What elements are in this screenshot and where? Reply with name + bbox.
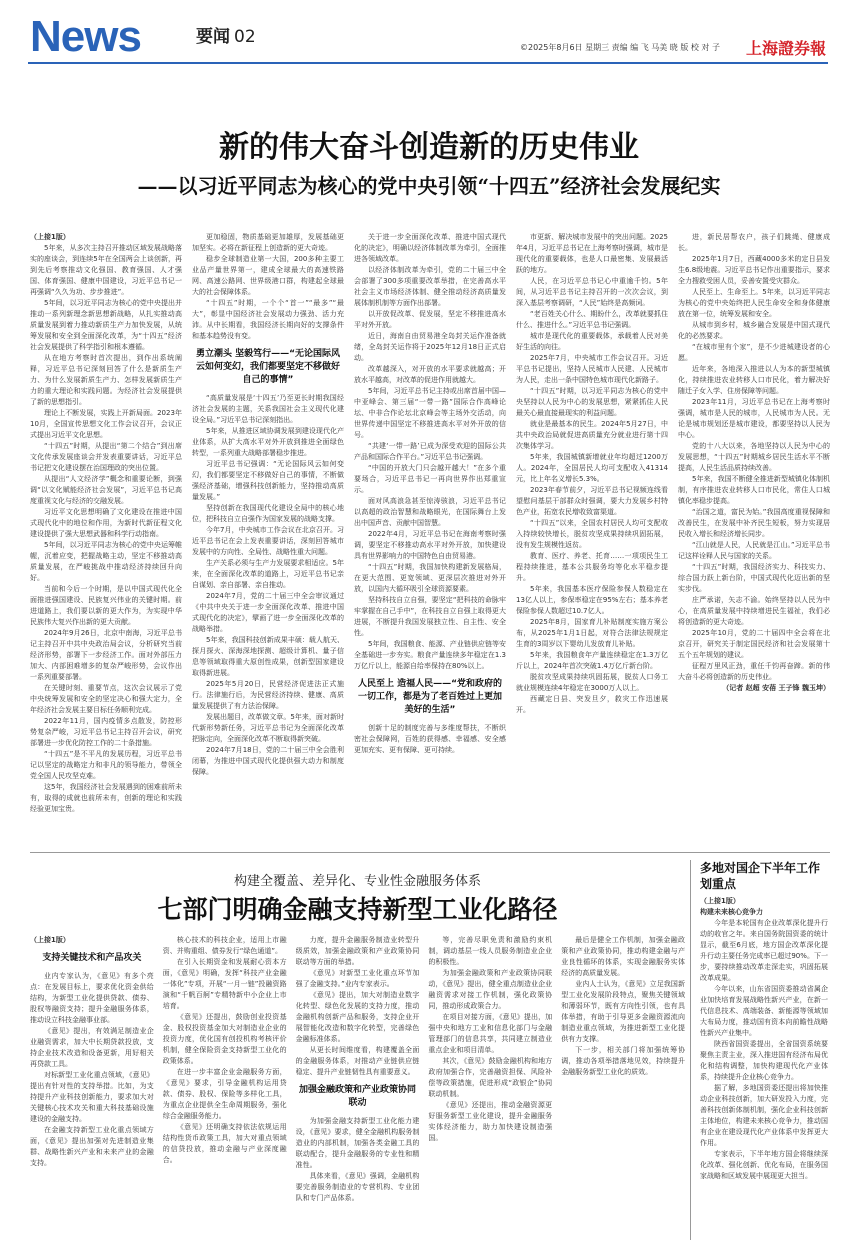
section-subhead: 人民至上 造福人民——“党和政府的一切工作，都是为了老百姓过上更加美好的生活” xyxy=(357,679,503,715)
continuation-tag: （上接1版） xyxy=(30,233,70,241)
paragraph: 从更长时间维度看，构建覆盖全面的金融服务体系，对推动产业链供应链稳定、提升产业链韧性具有重要意义。 xyxy=(295,1046,420,1076)
article-column xyxy=(561,935,685,1243)
paragraph: 教育、医疗、养老、托育……一项项民生工程持续推进，基本公共服务均等化水平稳步提升。 xyxy=(516,552,668,582)
paragraph: “十四五”时期，以习近平同志为核心的党中央坚持以人民为中心的发展思想，紧紧抓住人民最关心最直接最现实的利益问题。 xyxy=(516,387,668,417)
paragraph: 征程万里风正劲，重任千钧再奋蹄。新的伟大奋斗必将创造新的历史伟业。 xyxy=(678,662,830,681)
paragraph: 2022年11月，国内疫情多点散发，防控形势复杂严峻，习近平总书记主持召开会议，研究部署进一步优化防控工作的二十条措施。 xyxy=(30,717,182,747)
paragraph: 从在地方考察时首次提出，到作出系统阐释，习近平总书记深刻回答了什么是新质生产力、为什么发展新质生产力、怎样发展新质生产力的重大理论和实践问题。为经济社会发展提供了新的思想指引。 xyxy=(30,354,182,406)
paragraph: 人民至上、生命至上。5年来，以习近平同志为核心的党中央始终把人民生命安全和身体健康放在第一位，统筹发展和安全。 xyxy=(678,288,830,318)
paragraph: “江山就是人民，人民就是江山。”习近平总书记这样诠释人民与国家的关系。 xyxy=(678,541,830,560)
section-subhead: 支持关键技术和产品攻关 xyxy=(42,953,142,963)
paragraph: “十四五”时期，我国加快构建新发展格局，在更大范围、更宽领域、更深层次推进对外开放，以国内大循环吸引全球资源要素。 xyxy=(354,563,506,593)
paragraph: 从提出“人文经济学”概念和重要论断，到强调“以文化赋能经济社会发展”，习近平总书记高度重视文化与经济的交融发展。 xyxy=(30,475,182,505)
paragraph: “十四五”以来，全国农村居民人均可支配收入持续较快增长，脱贫攻坚成果持续巩固拓展，没有发生规模性返贫。 xyxy=(516,519,668,549)
masthead-rule xyxy=(28,62,828,64)
paragraph: “十四五”时期，一个个“首一”“最多”“最大”，彰显中国经济社会发展动力强劲、活力充沛。从中长期看，我国经济长期向好的支撑条件和基本趋势没有变。 xyxy=(192,299,344,340)
paragraph: 业内专家认为，《意见》有多个亮点：在发展目标上，要求优化资金供给结构，为新型工业化提供贷款、债券、股权等融资支持；提升金融服务体系，推动设立科技金融事业部。 xyxy=(30,972,154,1024)
paragraph: 在进一步丰富企业金融服务方面，《意见》要求，引导金融机构运用贷款、债券、股权、保险等多样化工具，为重点企业提供全生命周期服务，强化综合金融服务能力。 xyxy=(162,1068,287,1120)
paragraph: 5年来，从推进区域协调发展到建设现代化产业体系，从扩大高水平对外开放到推进全面绿色转型，一系列重大战略部署稳步推进。 xyxy=(192,427,344,457)
paragraph: 脱贫攻坚成果持续巩固拓展，脱贫人口务工就业规模连续4年稳定在3000万人以上。 xyxy=(516,673,668,692)
paragraph: 关于进一步全面深化改革、推进中国式现代化的决定》，明确以经济体制改革为牵引，全面推进各领域改革。 xyxy=(354,233,506,263)
paragraph: 为加强金融政策和产业政策协同联动，《意见》提出，健全重点制造业企业融资需求对接工作机制，强化政策协同，推动形成政策合力。 xyxy=(428,969,553,1010)
paragraph: 市更新、解决城市发展中的突出问题。2025年4月，习近平总书记在上海考察时强调，城市是现代化的重要载体，也是人口最密集、发展最活跃的地方。 xyxy=(516,233,668,274)
paragraph: 下一步，相关部门将加强统筹协调，推动各项举措落地见效，持续提升金融服务新型工业化的质效。 xyxy=(561,1046,685,1076)
paragraph: 核心技术的科技企业，适用上市融资、并购重组、债券发行“绿色通道”。 xyxy=(162,936,287,955)
paragraph: 5年来，我国不断健全推进新型城镇化体制机制，有序推进农业转移人口市民化，常住人口城镇化率稳步提高。 xyxy=(678,475,830,505)
paragraph: 今年7月，中央城市工作会议在北京召开。习近平总书记在会上发表重要讲话，深刻回答城市发展中的方向性、全局性、战略性重大问题。 xyxy=(192,526,344,556)
paragraph: 面对风高浪急甚至惊涛骇浪，习近平总书记以高超的政治智慧和战略眼光，在国际舞台上发出中国声音、贡献中国智慧。 xyxy=(354,497,506,527)
article-column xyxy=(516,232,668,844)
page-number: 02 xyxy=(234,27,256,47)
paragraph: 庄严承诺，矢志不渝。始终坚持以人民为中心，在高质量发展中持续增进民生福祉，我们必将创造新的更大奇迹。 xyxy=(678,596,830,626)
article-column xyxy=(354,232,506,844)
paragraph: 城市是现代化的重要载体，承载着人民对美好生活的向往。 xyxy=(516,332,668,351)
article-column xyxy=(428,935,552,1243)
paragraph: 5年间，以习近平同志为核心的党中央提出并推动一系列新理念新思想新战略，从扎实推动高质量发展到着力推动新质生产力加快发展，从统筹发展和安全到全面深化改革，为“十四五”经济社会发展提供了科学指引和根本遵循。 xyxy=(30,299,182,351)
paragraph: 据了解，多地国资委还提出将加快推动企业科技创新，加大研发投入力度，完善科技创新体制机制，强化企业科技创新主体地位，构建未来核心竞争力，推动国有企业在建设现代化产业体系中发挥更大作用。 xyxy=(700,1084,828,1147)
paragraph: 2022年4月，习近平总书记在海南考察时强调，要坚定不移推动高水平对外开放，加快建设具有世界影响力的中国特色自由贸易港。 xyxy=(354,530,506,560)
paragraph: 5年来，我国基本医疗保险参保人数稳定在13亿人以上，参保率稳定在95%左右；基本养老保险参保人数超过10.7亿人。 xyxy=(516,585,668,615)
paragraph: 力度，提升金融服务制造业转型升级质效，加强金融政策和产业政策协同联动等方面的举措。 xyxy=(295,936,420,966)
paragraph: 习近平总书记强调：“无论国际风云如何变幻，我们都要坚定不移做好自己的事情，不断做强经济基础，增强科技创新能力，坚持推动高质量发展。” xyxy=(192,460,344,501)
paragraph: 2025年5月20日，民营经济促进法正式施行。法律施行后，为民营经济持续、健康、高质量发展提供了有力法治保障。 xyxy=(192,680,344,710)
issue-meta: ©2025年8月6日 星期三 责编 编 飞 马美 晓 版 校 对 子 xyxy=(520,43,720,52)
paragraph: 等，完善尽职免责和激励约束机制，调动基层一线人员服务制造业企业的积极性。 xyxy=(428,936,553,966)
paragraph: 从城市到乡村，城乡融合发展是中国式现代化的必然要求。 xyxy=(678,321,830,340)
paragraph: 西藏定日县、突发旦夕，救灾工作迅速展开。 xyxy=(516,695,668,714)
paragraph: 2024年9月26日，北京中南海，习近平总书记主持召开中共中央政治局会议，分析研究当前经济形势，部署下一步经济工作。面对外部压力加大、内部困难增多的复杂严峻形势，会议作出一系列重要部署。 xyxy=(30,629,182,681)
continuation-tag: （上接1版） xyxy=(700,897,740,905)
paragraph: 稳步全球制造业第一大国，200多种主要工业品产量世界第一，建成全球最大的高速铁路网、高速公路网、世界级港口群，构建起全球最大的社会保障体系。 xyxy=(192,255,344,296)
paragraph: 2024年7月，党的二十届三中全会审议通过《中共中央关于进一步全面深化改革、推进中国式现代化的决定》，擘画了进一步全面深化改革的战略举措。 xyxy=(192,592,344,633)
paragraph: 2025年7月，中央城市工作会议召开。习近平总书记提出，坚持人民城市人民建、人民城市为人民，走出一条中国特色城市现代化新路子。 xyxy=(516,354,668,384)
article-column xyxy=(192,232,344,844)
paragraph: 2023年春节前夕，习近平总书记视频连线看望慰问基层干部群众时强调，要大力发展乡村特色产业，拓宽农民增收致富渠道。 xyxy=(516,486,668,516)
section-logo: News xyxy=(30,12,141,61)
paragraph: “在城市里有个家”，是不少进城建设者的心愿。 xyxy=(678,343,830,362)
paragraph: 2025年1月7日，西藏4000多米的定日县发生6.8级地震。习近平总书记作出重要指示，要求全力搜救受困人员，妥善安置受灾群众。 xyxy=(678,255,830,285)
paragraph: 《意见》提出，加大对制造业数字化转型、绿色化发展的支持力度，推动金融机构创新产品和服务，支持企业开展智能化改造和数字化转型，完善绿色金融标准体系。 xyxy=(295,991,420,1043)
paragraph: 《意见》提出，有效满足制造业企业融资需求，加大中长期贷款投放，支持企业技术改造和设备更新，用好相关再贷款工具。 xyxy=(30,1027,154,1068)
paragraph: 以经济体制改革为牵引，党的二十届三中全会部署了300多项重要改革举措，在完善高水平社会主义市场经济体制、健全推动经济高质量发展体制机制等方面作出部署。 xyxy=(354,266,506,307)
paragraph: 5年来，我国科技创新成果丰硕：载人航天、探月探火、深海深地探测、超级计算机、量子信息等领域取得重大原创性成果，创新型国家建设取得新进展。 xyxy=(192,636,344,677)
section-name: 要闻 xyxy=(196,27,230,47)
paper-logo: 上海證券報 xyxy=(746,39,827,58)
paragraph: 这5年，我国经济社会发展遇到的困难前所未有，取得的成就也前所未有，创新的理论和实践经验更加宝贵。 xyxy=(30,783,182,813)
paragraph: 2025年8月，国家育儿补贴制度实施方案公布，从2025年1月1日起，对符合法律法规规定生育的3周岁以下婴幼儿发放育儿补贴。 xyxy=(516,618,668,648)
paragraph: 近年来，各地深入推进以人为本的新型城镇化，持续推进农业转移人口市民化，着力解决好随迁子女入学、住房保障等问题。 xyxy=(678,365,830,395)
paragraph: 生产关系必须与生产力发展要求相适应。5年来，在全面深化改革的道路上，习近平总书记亲自谋划、亲自部署、亲自推动。 xyxy=(192,559,344,589)
paragraph: 《意见》还明确支持依法依规运用结构性货币政策工具，加大对重点领域的信贷投放，推动金融与产业深度融合。 xyxy=(162,1123,287,1164)
paragraph: 在关键时刻、重要节点，这次会议展示了党中央统筹发展和安全的坚定决心和强大定力，全年经济社会发展主要目标任务顺利完成。 xyxy=(30,684,182,714)
paragraph: 在项目对接方面，《意见》提出，加强中央和地方工业和信息化部门与金融管理部门的信息共享，共同建立制造业重点企业和项目清单。 xyxy=(428,1013,553,1054)
paragraph: “治国之道，富民为始。”我国高度重视保障和改善民生，在发展中补齐民生短板，努力实现居民收入增长和经济增长同步。 xyxy=(678,508,830,538)
paragraph: 理论上不断发展，实践上开新局面。2023年10月，全国宣传思想文化工作会议召开，会议正式提出习近平文化思想。 xyxy=(30,409,182,439)
side-article-body xyxy=(700,896,828,1182)
bottom-article-title: 七部门明确金融支持新型工业化路径 xyxy=(157,895,558,924)
section-subhead: 构建未来核心竞争力 xyxy=(700,908,763,916)
bottom-article-kicker: 构建全覆盖、差异化、专业性金融服务体系 xyxy=(233,874,481,889)
paragraph: 业内人士认为，《意见》立足我国新型工业化发展阶段特点，聚焦关键领域和薄弱环节，既有方向性引领，也有具体举措，有助于引导更多金融资源流向制造业重点领域，为推进新型工业化提供有力支撑。 xyxy=(561,980,685,1043)
paragraph: 创新十足的制度完善与多维度帮扶，不断织密社会保障网，百姓的获得感、幸福感、安全感更加充实、更有保障、更可持续。 xyxy=(354,724,506,754)
paragraph: 改革越深入，对开放的水平要求就越高；开放水平越高，对改革的促进作用就越大。 xyxy=(354,365,506,384)
byline: （记者 赵超 安蓓 王子锋 魏玉坤） xyxy=(722,684,830,692)
paragraph: “高质量发展是‘十四五’乃至更长时期我国经济社会发展的主题，关系我国社会主义现代化建设全局。”习近平总书记深刻指出。 xyxy=(192,394,344,424)
paragraph: 人民，在习近平总书记心中重逾千钧。5年间，从习近平总书记主持召开的一次次会议，到深入基层考察调研，“人民”始终是高频词。 xyxy=(516,277,668,307)
paragraph: 专家表示，下半年地方国企将继续深化改革、强化创新、优化布局，在服务国家战略和区域发展中展现更大担当。 xyxy=(700,1150,828,1180)
section-subhead: 勇立潮头 坚毅笃行——“无论国际风云如何变幻，我们都要坚定不移做好自己的事情” xyxy=(195,349,341,385)
paragraph: 今年以来，山东省国资委推动省属企业加快培育发展战略性新兴产业，在新一代信息技术、高端装备、新能源等领域加大布局力度，推动国有资本向前瞻性战略性新兴产业集中。 xyxy=(700,985,828,1037)
side-article xyxy=(700,860,828,1243)
paragraph: 《意见》对新型工业化重点环节加强了金融支持。”业内专家表示。 xyxy=(295,969,420,988)
paragraph: 5年来，我国城镇新增就业年均超过1200万人。2024年，全国居民人均可支配收入41314元，比上年名义增长5.3%。 xyxy=(516,453,668,483)
article-column xyxy=(30,232,182,844)
paragraph: 5年来，我国粮食年产量连续稳定在1.3万亿斤以上，2024年首次突破1.4万亿斤新台阶。 xyxy=(516,651,668,670)
article-column xyxy=(30,935,154,1243)
main-subheadline: ——以习近平同志为核心的党中央引领“十四五”经济社会发展纪实 xyxy=(137,174,721,198)
paragraph: 《意见》还提出，鼓励创业投资基金、股权投资基金加大对制造业企业的投资力度，优化国有创投机构考核评价机制，健全保险资金支持新型工业化的政策体系。 xyxy=(162,1013,287,1065)
paragraph: 以开放促改革、促发展，坚定不移推进高水平对外开放。 xyxy=(354,310,506,329)
paragraph: 陕西省国资委提出，全省国资系统要聚焦主责主业，深入推进国有经济布局优化和结构调整，加快构建现代化产业体系，持续提升企业核心竞争力。 xyxy=(700,1040,828,1081)
main-article xyxy=(30,232,830,844)
paragraph: 坚持创新在我国现代化建设全局中的核心地位，把科技自立自强作为国家发展的战略支撑。 xyxy=(192,504,344,523)
paragraph: 坚持科技自立自强，要坚定“把科技的命脉牢牢掌握在自己手中”，在科技自立自强上取得更大进展，不断提升我国发展独立性、自主性、安全性。 xyxy=(354,596,506,637)
masthead xyxy=(0,0,858,88)
paragraph: 进，新民居帮农户，孩子们跳绳、健康成长。 xyxy=(678,233,830,252)
paragraph: 5年来，从多次主持召开推动区域发展战略落实的座谈会，到连续5年在全国两会上谈创新，再到先后考察推动文化强国、教育强国、人才强国、体育强国、健康中国建设，习近平总书记一再强调“久久为功、步步推进”。 xyxy=(30,244,182,296)
paragraph: “十四五”是不平凡的发展历程，习近平总书记以坚定的战略定力和非凡的领导能力，带领全党全国人民攻坚克难。 xyxy=(30,750,182,780)
column-divider xyxy=(690,860,691,1240)
paragraph: 具体来看，《意见》强调，金融机构要完善服务制造业的专营机构、专业团队和专门产品体系。 xyxy=(295,1172,420,1202)
paragraph: 2023年11月，习近平总书记在上海考察时强调，城市是人民的城市，人民城市为人民。无论是城市规划还是城市建设，都要坚持以人民为中心。 xyxy=(678,398,830,439)
paragraph: 更加稳固，物质基础更加雄厚，发展基础更加坚实。必将在新征程上创造新的更大奇迹。 xyxy=(192,233,344,252)
paragraph: “十四五”时期，我国经济实力、科技实力、综合国力跃上新台阶，中国式现代化迈出新的坚实步伐。 xyxy=(678,563,830,593)
paragraph: “共建‘一带一路’已成为深受欢迎的国际公共产品和国际合作平台。”习近平总书记强调。 xyxy=(354,442,506,461)
bottom-article xyxy=(30,935,685,1243)
paragraph: 5年间，以习近平同志为核心的党中央运筹帷幄，沉着应变，把握战略主动，坚定不移推动高质量发展，在严峻挑战中推动经济持续回升向好。 xyxy=(30,541,182,582)
paragraph: 当前和今后一个时期，是以中国式现代化全面推进强国建设、民族复兴伟业的关键时期。前进道路上，我们要以新的更大作为，为实现中华民族伟大复兴作出新的更大贡献。 xyxy=(30,585,182,626)
paragraph: “中国的开放大门只会越开越大！”在多个重要场合，习近平总书记一再向世界作出郑重宣示。 xyxy=(354,464,506,494)
article-column xyxy=(163,935,287,1243)
paragraph: 《意见》还提出，推动金融资源更好服务新型工业化建设，提升金融服务实体经济能力，助力加快建设制造强国。 xyxy=(428,1101,553,1142)
side-article-title: 多地对国企下半年工作划重点 xyxy=(700,861,821,891)
paragraph: “老百姓关心什么、期盼什么，改革就要抓住什么、推进什么。”习近平总书记强调。 xyxy=(516,310,668,329)
paragraph: 对标新型工业化重点领域，《意见》提出有针对性的支持举措。比如，为支持提升产业科技创新能力，要求加大对关键核心技术攻关和重大科技基础设施建设的金融支持。 xyxy=(30,1071,154,1123)
paragraph: 党的十八大以来，各地坚持以人民为中心的发展思想，“十四五”时期城乡居民生活水平不断提高，人民生活品质持续改善。 xyxy=(678,442,830,472)
article-column xyxy=(296,935,420,1243)
paragraph: 其次，《意见》鼓励金融机构和地方政府加强合作，完善融资担保、风险补偿等政策措施，促进形成“政银企”协同联动机制。 xyxy=(428,1057,553,1098)
main-headline: 新的伟大奋斗创造新的历史伟业 xyxy=(219,130,639,165)
paragraph: 5年间，我国粮食、能源、产业链供应链等安全基础进一步夯实。粮食产量连续多年稳定在1.3万亿斤以上，能源自给率保持在80%以上。 xyxy=(354,640,506,670)
section-subhead: 加强金融政策和产业政策协同联动 xyxy=(298,1085,416,1108)
paragraph: 发展出题目，改革做文章。5年来，面对新时代新形势新任务，习近平总书记为全面深化改革把脉定向，全面深化改革不断取得新突破。 xyxy=(192,713,344,743)
paragraph: “十四五”时期，从提出“第二个结合”到出席文化传承发展座谈会并发表重要讲话，习近平总书记把文化建设摆在治国理政的突出位置。 xyxy=(30,442,182,472)
paragraph: 2025年10月，党的二十届四中全会将在北京召开，研究关于制定国民经济和社会发展第十五个五年规划的建议。 xyxy=(678,629,830,659)
paragraph: 最后是健全工作机制，加强金融政策和产业政策协同，推动构建金融与产业良性循环的体系，实现金融服务实体经济的高质量发展。 xyxy=(561,936,685,977)
paragraph: 近日，海南自由贸易港全岛封关运作准备就绪，全岛封关运作将于2025年12月18日正式启动。 xyxy=(354,332,506,362)
paragraph: 习近平文化思想明确了文化建设在推进中国式现代化中的地位和作用，为新时代新征程文化建设提供了强大思想武器和科学行动指南。 xyxy=(30,508,182,538)
section-divider xyxy=(30,852,830,853)
continuation-tag: （上接1版） xyxy=(30,936,70,944)
paragraph: 5年间，习近平总书记主持或出席首届中国—中亚峰会、第三届“一带一路”国际合作高峰论坛、中非合作论坛北京峰会等主场外交活动，向世界传递中国坚定不移推进高水平对外开放的信号。 xyxy=(354,387,506,439)
paragraph: 就业是最基本的民生。2024年5月27日，中共中央政治局就促进高质量充分就业进行第十四次集体学习。 xyxy=(516,420,668,450)
article-column xyxy=(678,232,830,844)
paragraph: 2024年7月18日，党的二十届三中全会胜利闭幕，为推进中国式现代化提供强大动力和制度保障。 xyxy=(192,746,344,776)
paragraph: 今年是本轮国有企业改革深化提升行动的收官之年。来自国务院国资委的统计显示，截至6月底，地方国企改革深化提升行动主要任务完成率已超过90%。下一步，要持续推动改革走深走实，巩固拓展改革成果。 xyxy=(700,919,828,982)
section-title xyxy=(196,22,256,47)
paragraph: 为加强金融支持新型工业化能力建设，《意见》要求，健全金融机构服务制造业的内部机制，加强各类金融工具的联动配合，提升金融服务的专业性和精准性。 xyxy=(295,1117,420,1169)
paragraph: 在金融支持新型工业化重点领域方面，《意见》提出加强对先进制造业集群、战略性新兴产业和未来产业的金融支持。 xyxy=(30,1126,154,1167)
paragraph: 在引入长期资金和发展耐心资本方面，《意见》明确，发挥“科技产业金融一体化”专项，开展“一月一链”投融资路演和“千帆百舸”专精特新中小企业上市培育。 xyxy=(162,958,287,1010)
